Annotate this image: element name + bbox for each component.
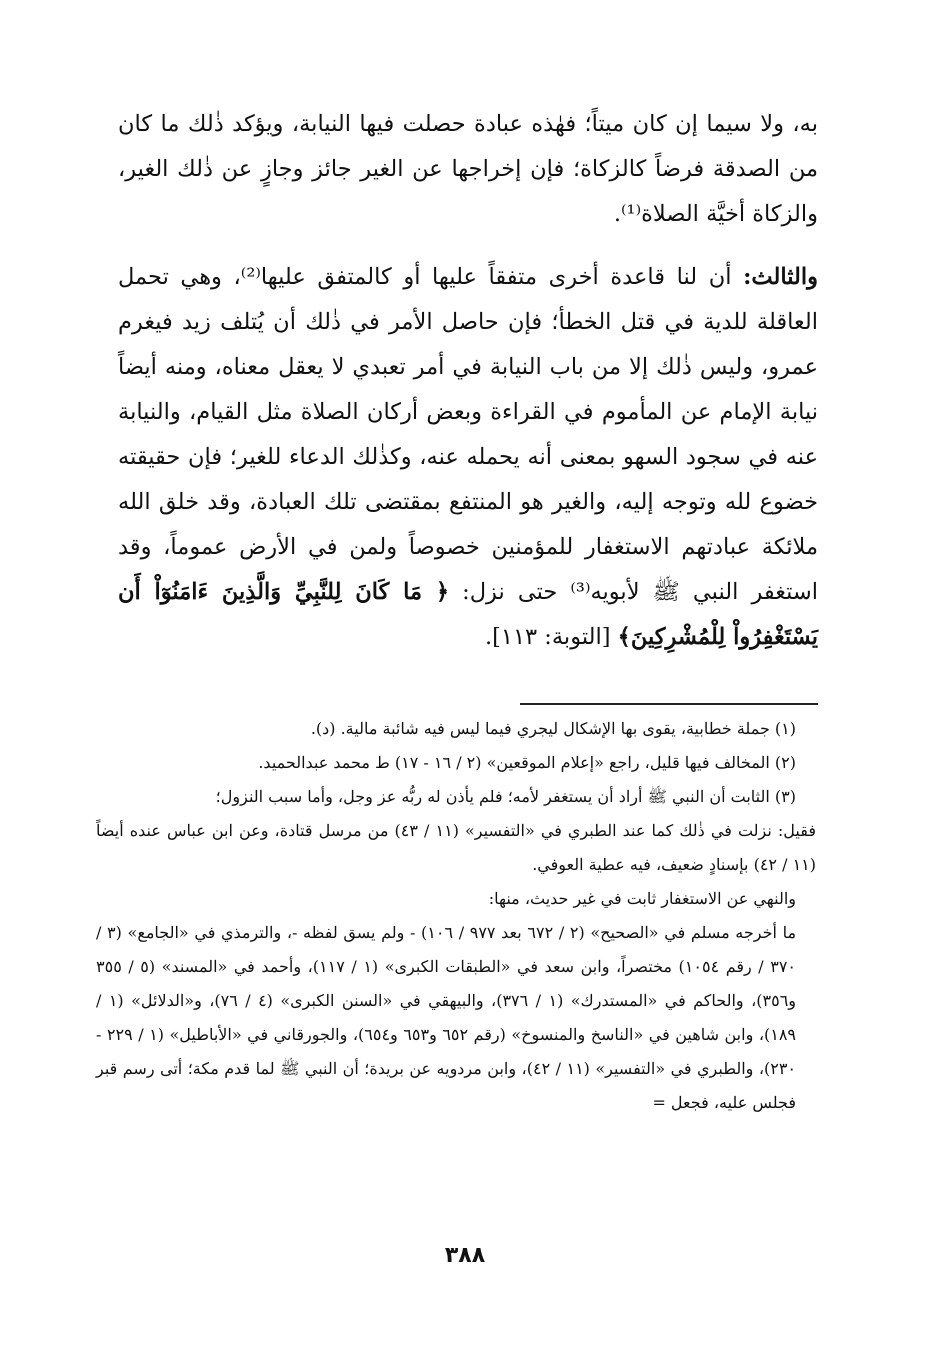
- footnote-3-hadith-intro: والنهي عن الاستغفار ثابت في غير حديث، منها:: [488, 889, 796, 908]
- footnote-3-continued: فقيل: نزلت في ذٰلك كما عند الطبري في «التفسير» (١١ / ٤٣) من مرسل قتادة، وعن ابن عباس عنده أيضاً (١١ / ٤٢) بإسنادٍ ضعيف، فيه عطية العوفي.: [96, 821, 816, 874]
- paragraph-2: [118, 255, 818, 660]
- paragraph-1: به، ولا سيما إن كان ميتاً؛ فهٰذه عبادة حصلت فيها النيابة، ويؤكد ذٰلك ما كان من الصدقة فرضاً كالزكاة؛ فإن إخراجها عن الغير جائز وجازٍ عن ذٰلك الغير، والزكاة أخيَّة الصلاة⁽¹⁾.: [118, 111, 818, 227]
- main-text-block: [118, 102, 818, 660]
- footnote-3: (٣) الثابت أن النبي ﷺ أراد أن يستغفر لأمه؛ فلم يأذن له ربُّه عز وجل، وأما سبب النزول؛: [215, 787, 796, 806]
- footnote-2: (٢) المخالف فيها قليل، راجع «إعلام الموقعين» (٢ / ١٦ - ١٧) ط محمد عبدالحميد.: [258, 753, 796, 772]
- page-number: ٣٨٨: [444, 1243, 486, 1268]
- verse-reference: [التوبة: ١١٣].: [484, 624, 618, 650]
- paragraph-2-body: أن لنا قاعدة أخرى متفقاً عليها أو كالمتفق عليها⁽²⁾، وهي تحمل العاقلة للدية في قتل الخطأ؛ فإن حاصل الأمر في ذٰلك أن يُتلف زيد فيغرم عمرو، وليس ذٰلك إلا من باب النيابة في أمر تعبدي لا يعقل معناه، ومنه أيضاً نيابة الإمام عن المأموم في القراءة وبعض أركان الصلاة مثل القيام، والنيابة عنه في سجود السهو بمعنى أنه يحمله عنه، وكذٰلك الدعاء للغير؛ فإن حقيقته خضوع لله وتوجه إليه، والغير هو المنتفع بمقتضى تلك العبادة، وقد خلق الله ملائكة عبادتهم الاستغفار للمؤمنين خصوصاً ولمن في الأرض عموماً، وقد استغفر النبي ﷺ لأبويه⁽³⁾ حتى نزل:: [118, 264, 818, 605]
- footnote-separator: [520, 703, 818, 705]
- footnotes-block: [96, 712, 816, 1120]
- paragraph-heading: والثالث:: [743, 264, 818, 290]
- footnote-3-sources: ما أخرجه مسلم في «الصحيح» (٢ / ٦٧٢ بعد ٩٧٧ / ١٠٦) - ولم يسق لفظه -، والترمذي في «الجامع» (٣ / ٣٧٠ / رقم ١٠٥٤) مختصراً، وابن سعد في «الطبقات الكبرى» (١ / ١١٧)، وأحمد في «المسند» (٥ / ٣٥٥ و٣٥٦)، والحاكم في «المستدرك» (١ / ٣٧٦)، والبيهقي في «السنن الكبرى» (٤ / ٧٦)، و«الدلائل» (١ / ١٨٩)، وابن شاهين في «الناسخ والمنسوخ» (رقم ٦٥٢ و٦٥٣ و٦٥٤)، والجورقاني في «الأباطيل» (١ / ٢٢٩ - ٢٣٠)، والطبري في «التفسير» (١١ / ٤٢)، وابن مردويه عن بريدة؛ أن النبي ﷺ لما قدم مكة؛ أتى رسم قبر فجلس عليه، فجعل =: [96, 923, 797, 1112]
- quran-verse: ﴿ مَا كَانَ لِلنَّبِيِّ وَالَّذِينَ ءَامَنُوٓاْ أَن يَسْتَغْفِرُواْ لِلْمُشْرِكِينَ﴾: [118, 579, 818, 650]
- footnote-1: (١) جملة خطابية، يقوى بها الإشكال ليجري فيما ليس فيه شائبة مالية. (د).: [310, 719, 796, 738]
